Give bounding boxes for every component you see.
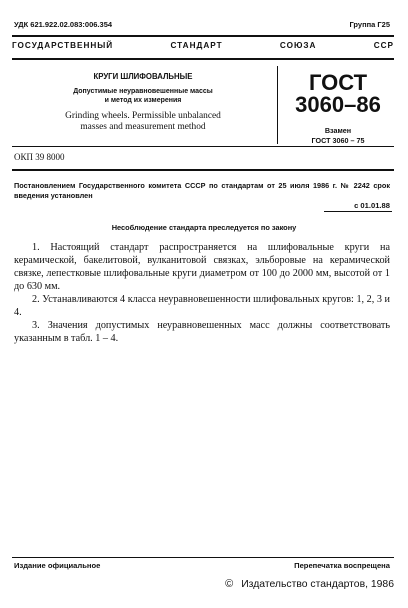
group-code: Группа Г25 xyxy=(349,20,390,29)
title-subtitle-line2: и метод их измерения xyxy=(104,97,182,104)
title-english xyxy=(12,111,274,133)
top-rule xyxy=(12,35,394,37)
title-main: КРУГИ ШЛИФОВАЛЬНЫЕ xyxy=(93,72,193,81)
decree-text: Постановлением Государственного комитета СССР по стандартам от 25 июля 1986 г. № 2242 срок введения установлен xyxy=(14,181,390,200)
title-block xyxy=(12,72,274,133)
header-rule xyxy=(12,58,394,60)
title-english-line2: masses and measurement method xyxy=(80,122,206,132)
okp-code: ОКП 39 8000 xyxy=(14,152,65,162)
state-standard-heading: ГОСУДАРСТВЕННЫЙ СТАНДАРТ СОЮЗА ССР xyxy=(12,41,394,50)
okp-rule xyxy=(12,169,394,171)
gost-block xyxy=(282,72,394,145)
gost-label: ГОСТ xyxy=(308,70,368,95)
title-subtitle xyxy=(12,87,274,105)
paragraph-1: 1. Настоящий стандарт распространяется на шлифовальные круги на керамической, бакелитовой, вулканитовой связках, эльборовые на керамической связке, лепестковые шлифовальные круги диаметром от 100 до 2000 мм, высотой от 1 до 630 мм. xyxy=(14,242,390,292)
copyright-text: Издательство стандартов, 1986 xyxy=(241,579,394,590)
effective-date-rule xyxy=(324,211,392,212)
paragraph-3: 3. Значения допустимых неуравновешенных масс должны соответствовать указанным в табл. 1 – 4. xyxy=(14,320,390,344)
copyright xyxy=(225,578,394,590)
effective-date: с 01.01.88 xyxy=(354,201,390,210)
copyright-icon: © xyxy=(225,578,234,590)
violation-notice: Несоблюдение стандарта преследуется по закону xyxy=(111,223,297,232)
title-subtitle-line1: Допустимые неуравновешенные массы xyxy=(73,88,213,95)
replaces-value: ГОСТ 3060 – 75 xyxy=(311,136,365,145)
gost-number: 3060–86 xyxy=(295,92,381,117)
replaces-label: Взамен xyxy=(324,126,352,135)
title-english-line1: Grinding wheels. Permissible unbalanced xyxy=(65,111,221,121)
body-text xyxy=(14,241,390,345)
paragraph-2: 2. Устанавливаются 4 класса неуравновешенности шлифовальных кругов: 1, 2, 3 и 4. xyxy=(14,294,390,318)
reprint-notice: Перепечатка воспрещена xyxy=(294,561,390,570)
udk-code: УДК 621.922.02.083:006.354 xyxy=(14,20,113,29)
title-bottom-rule xyxy=(12,146,394,147)
footer-rule xyxy=(12,557,394,558)
title-divider xyxy=(277,66,278,144)
official-edition: Издание официальное xyxy=(14,561,101,570)
